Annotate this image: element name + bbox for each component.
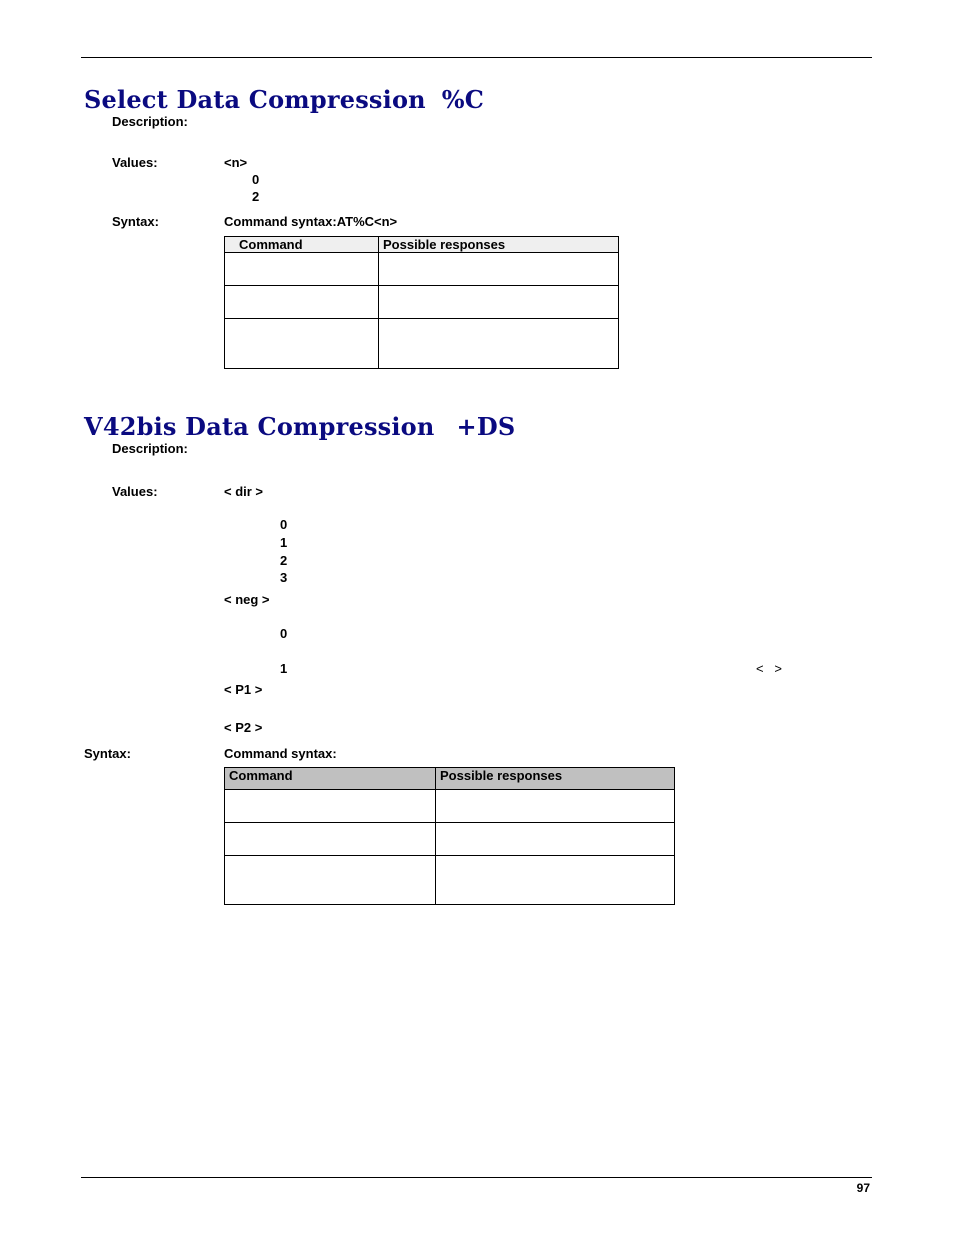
header-rule [81,57,872,58]
table-cell-command [225,319,379,369]
param-n: <n> [224,155,248,170]
table-cell-response [436,790,675,823]
table-row [225,319,619,369]
page-number: 97 [856,1181,870,1195]
table-row [225,823,675,856]
section-title-text: Select Data Compression [84,85,426,114]
table-cell-command [225,823,436,856]
neg-value-0: 0 [280,626,288,641]
table-row [225,790,675,823]
description-label: Description: [112,114,188,129]
value-2: 2 [252,189,260,204]
description-label: Description: [112,441,188,456]
section-command-code: %C [441,85,485,114]
table-header-row [225,768,675,790]
table-cell-command [225,286,379,319]
param-neg: < neg > [224,592,270,607]
section-command-code: +DS [456,412,516,441]
footer-rule [81,1177,872,1178]
table-cell-command [225,856,436,905]
header-command: Command [225,237,379,253]
param-dir: < dir > [224,484,264,499]
table-cell-command [225,253,379,286]
command-syntax-text: Command syntax: [224,746,337,761]
param-p1: < P1 > [224,682,263,697]
command-table-plus-ds [224,767,675,905]
dir-value-0: 0 [280,517,288,532]
neg-side-marks: < > [756,661,783,676]
table-cell-command [225,790,436,823]
header-possible-responses: Possible responses [379,237,619,253]
dir-value-2: 2 [280,553,288,568]
dir-value-3: 3 [280,570,288,585]
param-p2: < P2 > [224,720,263,735]
table-cell-response [436,856,675,905]
table-row [225,856,675,905]
header-command: Command [225,768,436,790]
syntax-label: Syntax: [112,214,159,229]
table-cell-response [379,253,619,286]
command-syntax-line [224,214,397,230]
command-syntax-value: AT%C<n> [336,214,398,229]
table-cell-response [436,823,675,856]
table-cell-response [379,319,619,369]
table-cell-response [379,286,619,319]
table-row [225,253,619,286]
section-title-v42bis-data-compression [84,412,515,441]
dir-value-1: 1 [280,535,288,550]
command-table-percent-c [224,236,619,369]
section-title-text: V42bis Data Compression [84,412,435,441]
value-0: 0 [252,172,260,187]
values-label: Values: [112,155,158,170]
table-row [225,286,619,319]
neg-value-1: 1 [280,661,288,676]
values-label: Values: [112,484,158,499]
header-possible-responses: Possible responses [436,768,675,790]
section-title-select-data-compression [84,85,484,114]
table-header-row [225,237,619,253]
syntax-label: Syntax: [84,746,131,761]
command-syntax-text: Command syntax: [224,214,337,229]
